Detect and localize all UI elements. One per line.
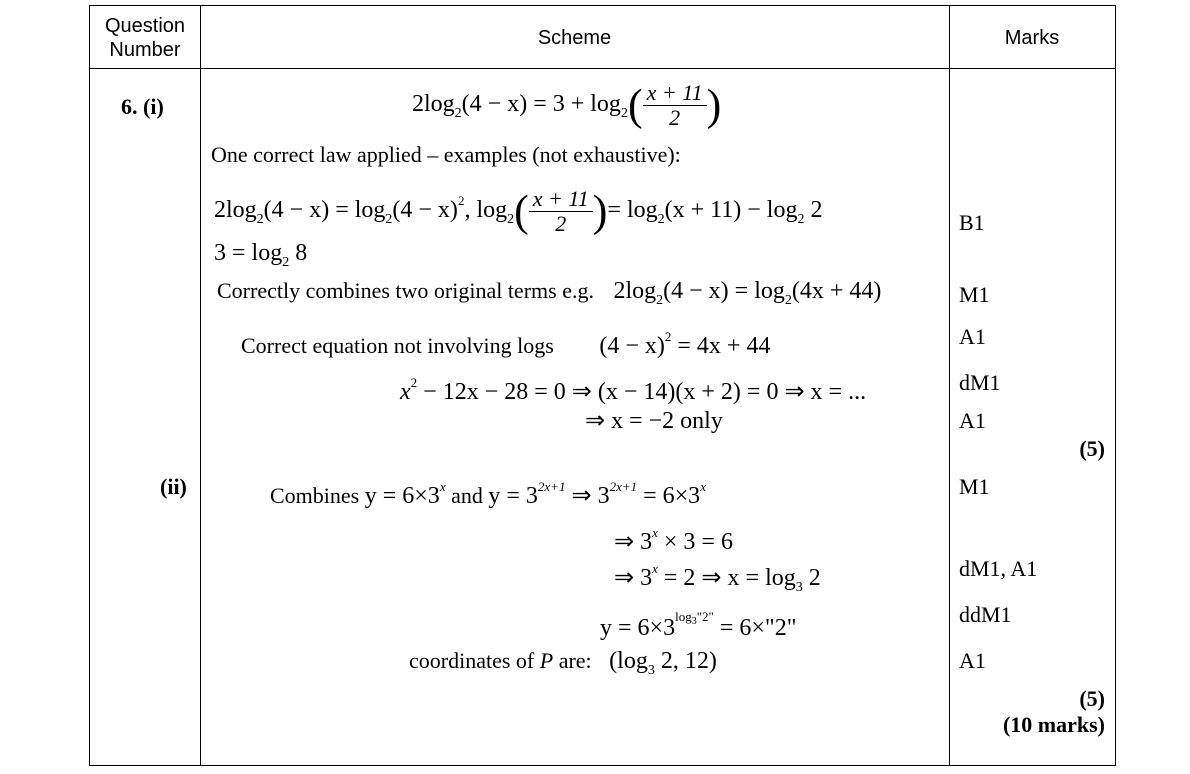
mark-scheme-table xyxy=(89,5,1116,766)
mark-dm1-a1: dM1, A1 xyxy=(959,556,1038,581)
combines-line: Correctly combines two original terms e.g. $2\log_2(4 - x) = \log_2(4x + 44)$ xyxy=(217,278,882,308)
mark-a1-i: A1 xyxy=(959,324,986,349)
answer-line: ⇒ x = −2 only xyxy=(585,408,723,434)
subtotal-i: (5) xyxy=(1079,436,1105,461)
part-ii-combines: Combines $y = 6\times 3^x$ and $y = 3^{2x+1}$ ⇒ $3^{2x+1} = 6\times 3^x$ xyxy=(270,479,706,509)
equation-line: $2\log_2(4 - x) = 3 + \log_2$( $\frac{x + 11}{2}$ ) xyxy=(412,79,722,130)
question-label-ii: (ii) xyxy=(160,474,187,499)
total-marks: (10 marks) xyxy=(1002,712,1105,737)
mark-a1-ii: A1 xyxy=(959,648,986,673)
header-question-number: Question Number xyxy=(104,15,186,61)
part-ii-coordinates: coordinates of P are: ($\log_3$ 2, 12) xyxy=(409,648,717,678)
log8-line: $3 = \log_2 8$ xyxy=(214,240,308,270)
mark-a1-i-b: A1 xyxy=(959,408,986,433)
header-divider xyxy=(90,68,1115,69)
mark-ddm1: ddM1 xyxy=(959,602,1012,627)
quadratic-line: $x^2 - 12x - 28 = 0$ ⇒ (x − 14)(x + 2) = 0 ⇒ x = ... xyxy=(400,375,867,405)
column-divider-1 xyxy=(200,6,201,765)
part-ii-step1: ⇒ $3^x \times 3 = 6$ xyxy=(614,525,733,555)
part-ii-step2: ⇒ $3^x = 2$ ⇒ $x = \log_3 2$ xyxy=(614,561,821,595)
subtotal-ii: (5) xyxy=(1079,686,1105,711)
mark-m1-i: M1 xyxy=(959,282,990,307)
part-ii-y-line: $y = 6\times 3^{log_3"2"}$ = 6×"2" xyxy=(600,609,797,641)
law-examples: $2\log_2(4 - x) = \log_2(4 - x)^2$, $\log_2$( $\frac{x + 11}{2}$ )= $\log_2(x + 11) - \log_2 2$ xyxy=(214,185,823,236)
law-intro: One correct law applied – examples (not exhaustive): xyxy=(211,142,681,167)
equation-no-logs: Correct equation not involving logs $(4 - x)^2 = 4x + 44$ xyxy=(241,329,771,359)
header-scheme: Scheme xyxy=(537,27,612,49)
question-label-i: 6. (i) xyxy=(121,94,164,119)
column-divider-2 xyxy=(949,6,950,765)
header-marks: Marks xyxy=(1004,27,1060,49)
mark-m1-ii: M1 xyxy=(959,474,990,499)
mark-b1: B1 xyxy=(959,210,985,235)
mark-dm1: dM1 xyxy=(959,370,1001,395)
